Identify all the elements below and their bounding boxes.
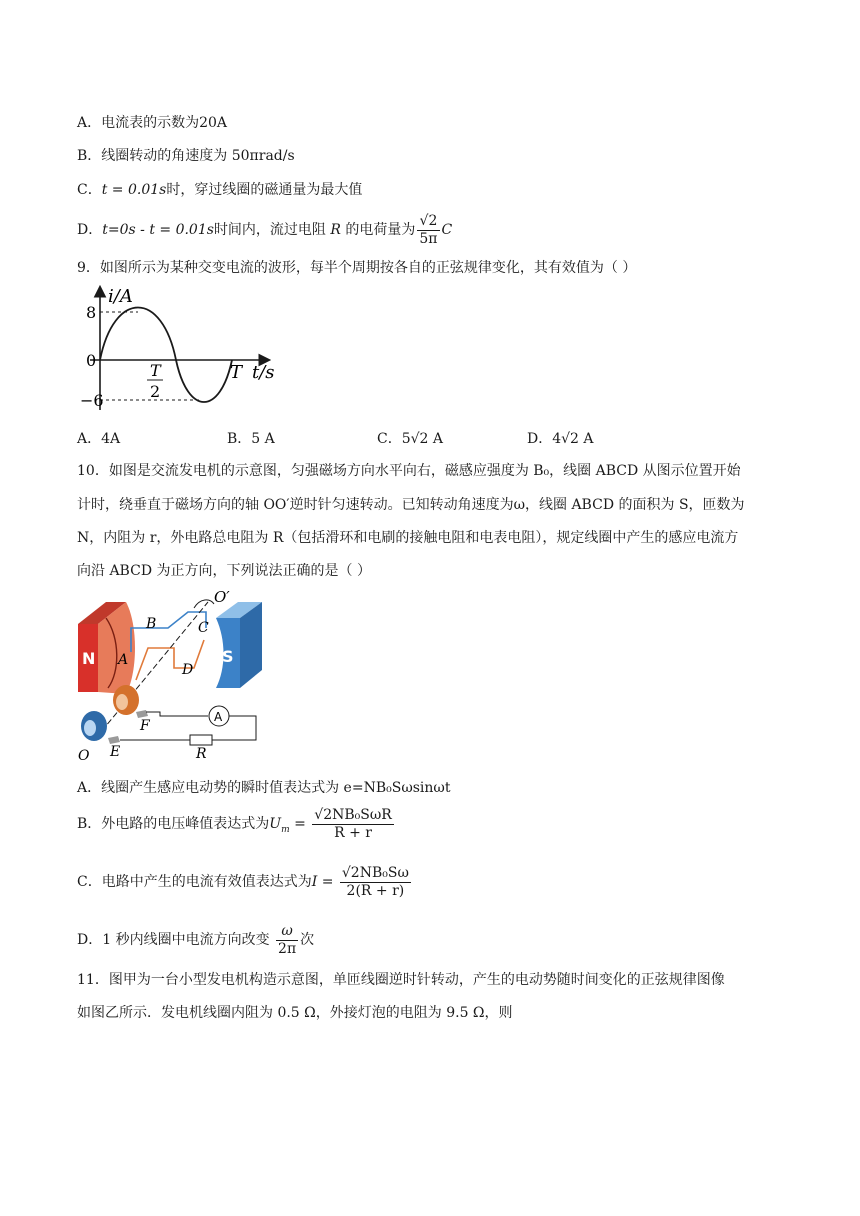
q9-option-d: D．4√2 A <box>527 431 594 447</box>
half-period-num: T <box>150 361 161 380</box>
q10-stem-line4: 向沿 ABCD 为正方向，下列说法正确的是（ ） <box>77 563 371 579</box>
current-rms-fraction <box>340 865 411 900</box>
q10-option-d <box>77 920 314 960</box>
label-c: C <box>198 620 209 636</box>
circuit-top-wire <box>146 712 208 716</box>
brush-e <box>108 736 120 744</box>
label-d: D <box>182 662 194 678</box>
option-text: B．外电路的电压峰值表达式为 <box>77 816 270 832</box>
q9-option-c: C．5√2 A <box>377 431 444 447</box>
q9-option-a: A．4A <box>77 431 121 447</box>
coil-orange <box>136 640 204 680</box>
voltage-peak-fraction <box>312 807 394 842</box>
q9-waveform-graph <box>80 282 280 414</box>
direction-change-fraction <box>276 923 298 958</box>
time-expr: t = 0.01s <box>101 182 167 198</box>
q10-option-b: B．外电路的电压峰值表达式为$U_m$ = $\frac{\text{√2NB₀SωR}}{R + r}$ <box>77 806 392 841</box>
q10-stem-line3: N，内阻为 r，外电路总电阻为 R（包括滑环和电刷的接触电阻和电表电阻），规定线圈中产生的感应电流方 <box>77 530 739 546</box>
label-s: S <box>222 647 234 666</box>
label-n: N <box>82 649 96 668</box>
q8-option-c <box>77 180 362 200</box>
fraction-numerator: ω <box>276 923 298 941</box>
x-axis-label: t/s <box>252 362 275 383</box>
option-text: 时，穿过线圈的磁通量为最大值 <box>166 182 363 198</box>
q10-generator-figure <box>76 588 276 760</box>
slip-ring-orange-inner <box>116 694 128 710</box>
fraction-numerator: √2NB₀SωR <box>314 806 392 823</box>
q9-stem: 9．如图所示为某种交变电流的波形，每半个周期按各自的正弦规律变化，其有效值为（ ） <box>77 260 637 276</box>
rotation-arrow <box>194 600 214 608</box>
y-axis-label: i/A <box>108 286 133 307</box>
resistor-symbol: R <box>330 222 341 238</box>
q10-stem-line1: 10．如图是交流发电机的示意图，匀强磁场方向水平向右，磁感应强度为 B₀，线圈 ABCD 从图示位置开始 <box>77 463 741 479</box>
q9-options <box>77 428 785 448</box>
option-text: 时间内，流过电阻 <box>213 222 326 238</box>
q8-option-a: A．电流表的示数为20A <box>77 115 228 131</box>
fraction-numerator: √2NB₀Sω <box>341 864 409 881</box>
resistor <box>190 735 212 745</box>
q8-option-d <box>77 210 452 250</box>
option-letter: C． <box>77 182 102 198</box>
q11-stem-line2: 如图乙所示．发电机线圈内阻为 0.5 Ω，外接灯泡的电阻为 9.5 Ω，则 <box>77 1005 513 1021</box>
voltage-symbol: U <box>269 816 282 832</box>
time-interval-expr: t=0s - t = 0.01s <box>102 222 214 238</box>
option-letter: D． <box>77 222 103 238</box>
fraction-denominator: R + r <box>334 824 372 841</box>
label-e: E <box>110 744 121 760</box>
fraction-numerator: √2 <box>417 213 439 231</box>
option-text: D．1 秒内线圈中电流方向改变 <box>77 932 270 948</box>
label-f: F <box>140 718 150 734</box>
half-period-den: 2 <box>150 382 161 401</box>
negative-half-wave <box>176 360 232 402</box>
positive-half-wave <box>100 308 176 361</box>
q8-option-b: B．线圈转动的角速度为 50πrad/s <box>77 148 295 164</box>
option-text: 次 <box>300 932 315 948</box>
charge-fraction <box>417 213 439 248</box>
q10-option-c <box>77 862 413 902</box>
current-symbol: I = <box>311 874 334 890</box>
fraction-denominator: 2(R + r) <box>346 882 405 899</box>
option-text: 的电荷量为 <box>345 222 416 238</box>
period-label: T <box>230 362 243 383</box>
trough-tick: −6 <box>80 391 104 410</box>
label-o-prime: O′ <box>214 588 230 606</box>
peak-tick: 8 <box>86 303 97 322</box>
option-text: C．电路中产生的电流有效值表达式为 <box>77 874 312 890</box>
q11-stem-line1: 11．图甲为一台小型发电机构造示意图，单匝线圈逆时针转动，产生的电动势随时间变化的正弦规律图像 <box>77 972 725 988</box>
q10-stem-line2: 计时，绕垂直于磁场方向的轴 OO′逆时针匀速转动。已知转动角速度为ω，线圈 ABCD 的面积为 S，匝数为 <box>77 497 745 513</box>
origin-label: 0 <box>86 351 97 370</box>
label-o: O <box>78 748 90 760</box>
label-a: A <box>118 652 129 668</box>
unit: C <box>441 222 453 238</box>
q10-option-a: A．线圈产生感应电动势的瞬时值表达式为 e=NB₀Sωsinωt <box>77 780 451 796</box>
ammeter-label: A <box>214 710 223 724</box>
label-r: R <box>196 746 207 760</box>
brush-f <box>136 710 148 718</box>
fraction-denominator: 5π <box>419 230 438 247</box>
slip-ring-blue-inner <box>84 720 96 736</box>
fraction-denominator: 2π <box>278 940 297 957</box>
label-b: B <box>146 616 157 632</box>
q9-option-b: B．5 A <box>227 431 275 447</box>
